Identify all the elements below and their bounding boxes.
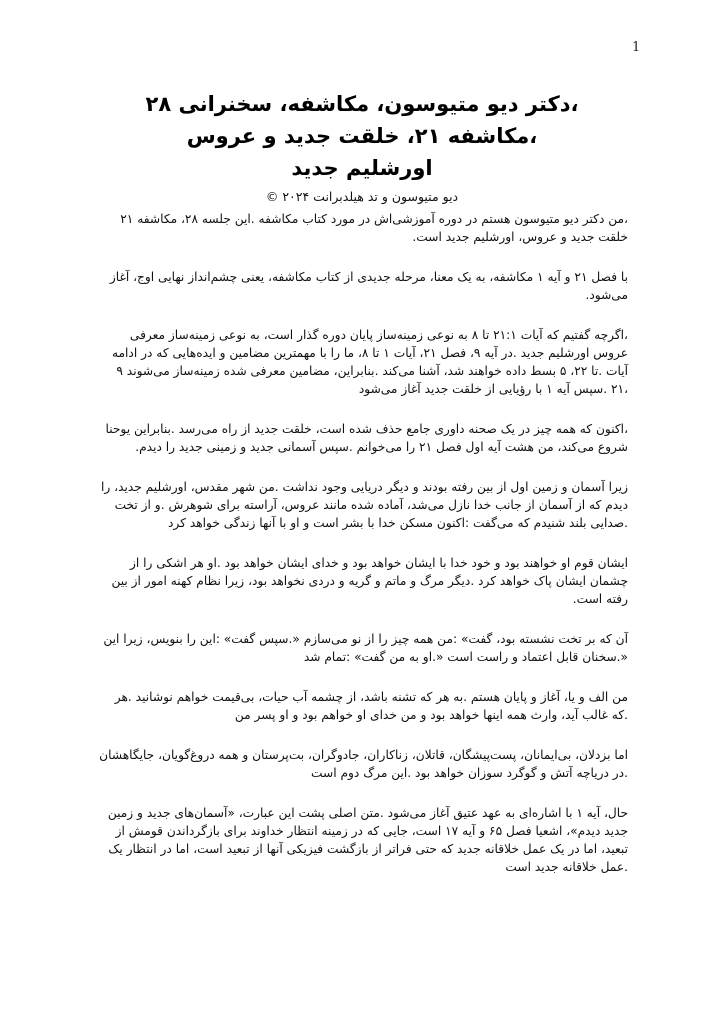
paragraph-3: ،اگرچه گفتیم که آیات ۲۱:۱ تا ۸ به نوعی زمینه‌ساز پایان دوره گذار است، به نوعی زمینه‌ساز معرفی عروس اورشلیم جدید .در آیه ۹، فصل ۲۱، آیات ۱ تا ۸، ما را با مهمترین مضامین و ایده‌هایی که در ادامه آیات .تا ۲۲، ۵ بسط داده خواهند شد، آشنا می‌کند .بنابراین، مضامین معرفی شده زمینه‌ساز می‌شوند ۹ ،۲۱ .سپس آیه ۱ با رؤیایی از خلقت جدید آغاز می‌شود: [111, 328, 628, 396]
paragraph-9: اما بزدلان، بی‌ایمانان، پست‌پیشگان، قاتلان، زناکاران، جادوگران، بت‌پرستان و همه دروغ‌گویان، جایگاهشان .در دریاچه آتش و گوگرد سوزان خواهد بود .این مرگ دوم است: [99, 748, 628, 780]
document-header: [0, 88, 724, 208]
paragraph-4: ،اکنون که همه چیز در یک صحنه داوری جامع حذف شده است، خلقت جدید از راه می‌رسد .بنابراین یوحنا شروع می‌کند، من هشت آیه اول فصل ۲۱ را می‌خوانم .سپس آسمانی جدید و زمینی جدید را دیدم.: [105, 422, 628, 454]
paragraph-10: حال، آیه ۱ با اشاره‌ای به عهد عتیق آغاز می‌شود .متن اصلی پشت این عبارت، «آسمان‌های جدید و زمین جدید دیدم»، اشعیا فصل ۶۵ و آیه ۱۷ است، جایی که در زمینه انتظار خداوند برای بازگرداندن قومش از تبعید، اما در یک عمل خلاقانه جدید که حتی فراتر از بازگشت فیزیکی آنها از تبعید است، اما در انتظار یک .عمل خلاقانه جدید است: [107, 806, 628, 874]
paragraph-7: آن که بر تخت نشسته بود، گفت» :من همه چیز را از نو می‌سازم «.سپس گفت» :این را بنویس، زیرا این «.سخنان قابل اعتماد و راست است «.او به من گفت» :تمام شد: [103, 632, 628, 664]
page-number: 1: [632, 40, 641, 55]
paragraph-6: ایشان قوم او خواهند بود و خود خدا با ایشان خواهد بود و خدای ایشان خواهد بود .او هر اشکی را از چشمان ایشان پاک خواهد کرد .دیگر مرگ و ماتم و گریه و دردی نخواهد بود، زیرا نظام کهنه امور از بین رفته است.: [111, 556, 628, 606]
document-title-line-1: ،دکتر دیو متیوسون، مکاشفه، سخنرانی ۲۸: [145, 92, 579, 116]
paragraph-8: من الف و یا، آغاز و پایان هستم .به هر که تشنه باشد، از چشمه آب حیات، بی‌قیمت خواهم نوشانید .هر .که غالب آید، وارث همه اینها خواهد بود و من خدای او خواهم بود و او پسر من: [114, 690, 628, 722]
document-title-line-2: ،مکاشفه ۲۱، خلقت جدید و عروس: [186, 124, 538, 148]
copyright-byline: دیو متیوسون و تد هیلدبرانت ۲۰۲۴ ©: [265, 189, 459, 204]
paragraph-5: زیرا آسمان و زمین اول از بین رفته بودند و دیگر دریایی وجود نداشت .من شهر مقدس، اورشلیم جدید، را دیدم که از آسمان از جانب خدا نازل می‌شد، آماده شده مانند عروس، آراسته برای شوهرش .و از تخت .صدایی بلند شنیدم که می‌گفت :اکنون مسکن خدا با بشر است و او با آنها زندگی خواهد کرد: [100, 480, 628, 530]
document-body: [96, 210, 628, 898]
paragraph-1: ،من دکتر دیو متیوسون هستم در دوره آموزشی‌اش در مورد کتاب مکاشفه .این جلسه ۲۸، مکاشفه ۲۱ خلقت جدید و عروس، اورشلیم جدید است.: [120, 212, 628, 244]
paragraph-2: با فصل ۲۱ و آیه ۱ مکاشفه، به یک معنا، مرحله جدیدی از کتاب مکاشفه، یعنی چشم‌انداز نهایی اوج، آغاز می‌شود.: [109, 270, 628, 302]
document-title-line-3: اورشلیم جدید: [291, 156, 433, 180]
